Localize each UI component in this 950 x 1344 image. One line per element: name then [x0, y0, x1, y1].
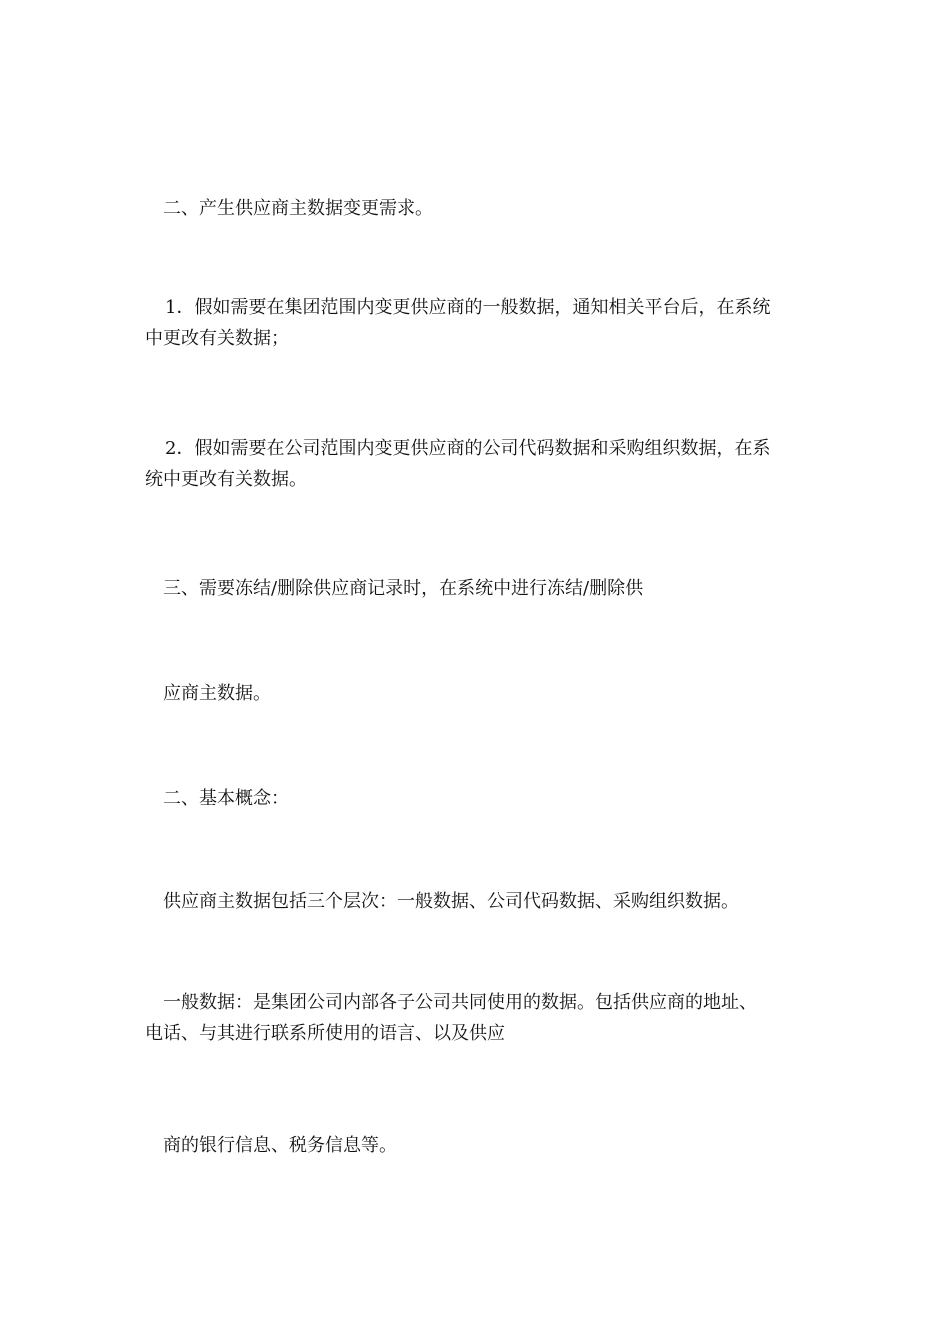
- text-line: 供应商主数据包括三个层次：一般数据、公司代码数据、采购组织数据。: [163, 891, 739, 912]
- text-line: 三、需要冻结/删除供应商记录时，在系统中进行冻结/删除供: [163, 578, 644, 599]
- paragraph-company-change: [145, 433, 810, 495]
- text-line: 统中更改有关数据。: [145, 469, 307, 490]
- section-heading-basic-concepts: [145, 783, 810, 814]
- paragraph-general-data: [145, 987, 810, 1049]
- text-line: 电话、与其进行联系所使用的语言、以及供应: [145, 1023, 505, 1044]
- text-line: 中更改有关数据；: [145, 328, 289, 349]
- text-line: 2．假如需要在公司范围内变更供应商的公司代码数据和采购组织数据，在系: [165, 438, 771, 459]
- paragraph-three-levels: [145, 886, 810, 917]
- text-line: 应商主数据。: [163, 683, 271, 704]
- paragraph-group-change: [145, 292, 810, 354]
- text-line: 二、产生供应商主数据变更需求。: [163, 198, 433, 219]
- text-line: 一般数据：是集团公司内部各子公司共同使用的数据。包括供应商的地址、: [163, 992, 757, 1013]
- text-line: 二、基本概念：: [163, 788, 289, 809]
- paragraph-freeze-delete-cont: [145, 678, 810, 709]
- text-line: 1．假如需要在集团范围内变更供应商的一般数据，通知相关平台后，在系统: [165, 297, 771, 318]
- section-heading-freeze-delete: [145, 573, 810, 604]
- text-line: 商的银行信息、税务信息等。: [163, 1135, 397, 1156]
- section-heading-change-request: [145, 193, 810, 224]
- paragraph-general-data-cont: [145, 1130, 810, 1161]
